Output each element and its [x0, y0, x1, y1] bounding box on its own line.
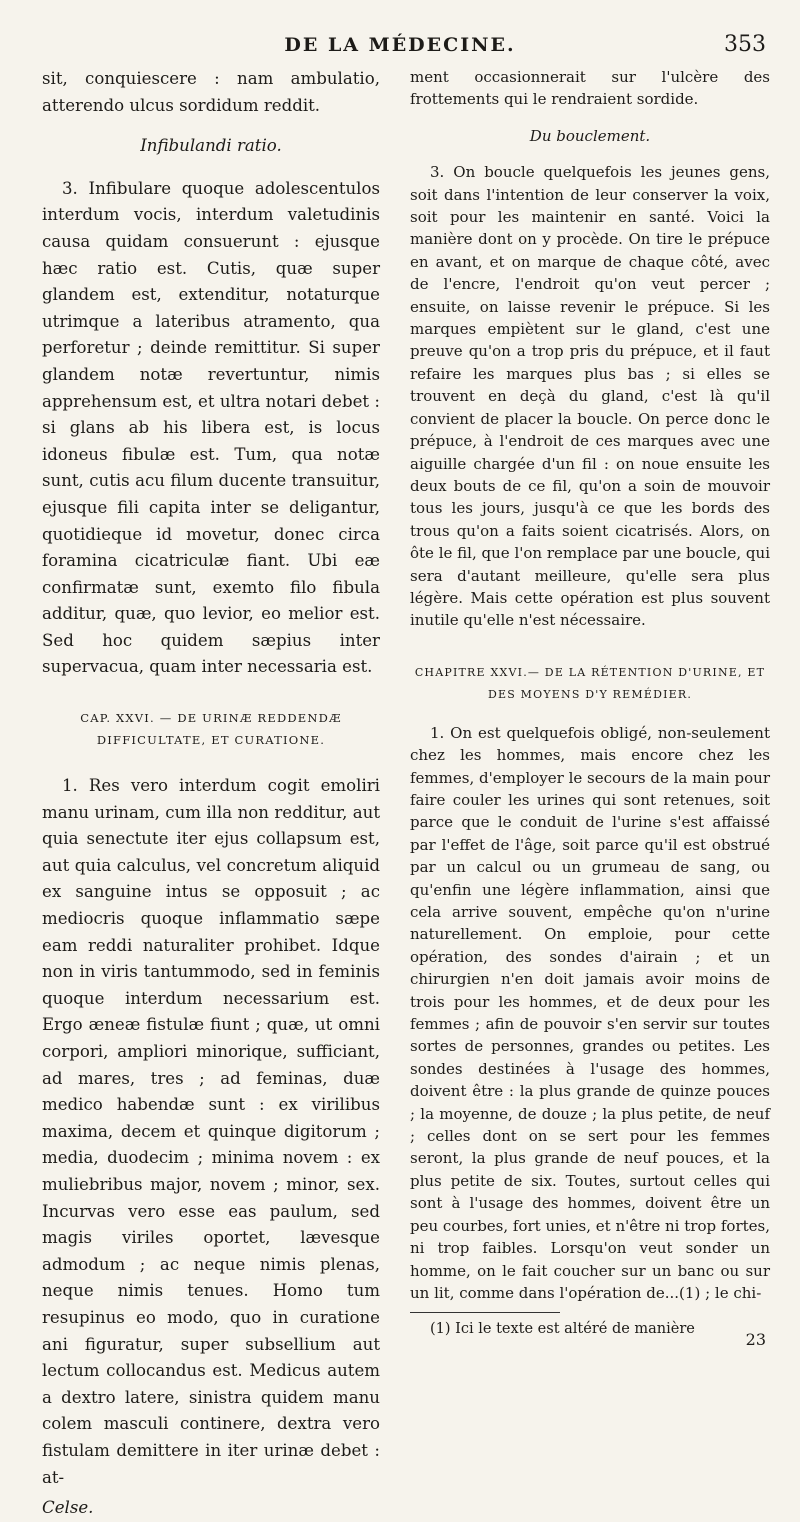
latin-column	[42, 66, 380, 1518]
latin-paragraph-1: 1. Res vero interdum cogit emoliri manu urinam, cum illa non redditur, aut quia senectute iter ejus collapsum est, aut quia calculus, vel concretum aliquid ex sanguine intus se opposuit ; ac mediocris quoque inflammatio sæpe eam reddi naturaliter prohibet. Idque non in viris tantummodo, sed in feminis quoque interdum necessarium est. Ergo æneæ fistulæ fiunt ; quæ, ut omni corpori, ampliori minorique, sufficiant, ad mares, tres ; ad feminas, duæ medico habendæ sunt : ex virilibus maxima, decem et quinque digitorum ; media, duodecim ; minima novem : ex muliebribus major, novem ; minor, sex. Incurvas vero esse eas paulum, sed magis viriles oportet, lævesque admodum ; ac neque nimis plenas, neque nimis tenues. Homo tum resupinus eo modo, quo in curatione ani figuratur, super subsellium aut lectum collocandus est. Medicus autem a dextro latere, sinistra quidem manu colem masculi continere, dextra vero fistulam demittere in iter urinæ debet : at-	[42, 776, 380, 1487]
footnote-divider	[410, 1312, 560, 1313]
french-section-heading: Du bouclement.	[529, 126, 651, 145]
french-chapter-heading: CHAPITRE XXVI.— DE LA RÉTENTION D'URINE, ET DES MOYENS D'Y REMÉDIER.	[414, 665, 766, 701]
latin-section-heading: Infibulandi ratio.	[140, 136, 282, 156]
footnote: (1) Ici le texte est altéré de manière	[430, 1321, 695, 1338]
french-paragraph-1: 1. On est quelquefois obligé, non-seulement chez les hommes, mais encore chez les femmes, d'employer le secours de la main pour faire couler les urines qui sont retenues, soit parce que le conduit de l'urine s'est affaissé par l'effet de l'âge, soit parce qu'il est obstrué par un calcul ou un grumeau de sang, ou qu'enfin une légère inflammation, ainsi que cela arrive souvent, empêche qu'on n'urine naturellement. On emploie, pour cette opération, des sondes d'airain ; et un chirurgien n'en doit jamais avoir moins de trois pour les hommes, et de deux pour les femmes ; afin de pouvoir s'en servir sur toutes sortes de personnes, grandes ou petites. Les sondes destinées à l'usage des hommes, doivent être : la plus grande de quinze pouces ; la moyenne, de douze ; la plus petite, de neuf ; celles dont on se sert pour les femmes seront, la plus grande de neuf pouces, et la plus petite de six. Toutes, surtout celles qui sont à l'usage des hommes, doivent être un peu courbes, fort unies, et n'être ni trop fortes, ni trop faibles. Lorsqu'on veut sonder un homme, on le fait coucher sur un banc ou sur un lit, comme dans l'opération de...(1) ; le chi-	[410, 723, 770, 1302]
signature-mark: 23	[745, 1330, 766, 1349]
french-intro: ment occasionnerait sur l'ulcère des frottements qui le rendraient sordide.	[410, 68, 770, 109]
latin-intro: sit, conquiescere : nam ambulatio, atterendo ulcus sordidum reddit.	[42, 69, 380, 115]
french-column	[410, 66, 770, 1355]
latin-signature: Celse.	[42, 1498, 94, 1518]
page-number: 353	[724, 32, 766, 57]
latin-chapter-heading: CAP. XXVI. — DE URINÆ REDDENDÆ DIFFICULTATE, ET CURATIONE.	[80, 711, 342, 748]
french-paragraph-3: 3. On boucle quelquefois les jeunes gens, soit dans l'intention de leur conserver la voix, soit pour les maintenir en santé. Voici la manière dont on y procède. On tire le prépuce en avant, et on marque de chaque côté, avec de l'encre, l'endroit qu'on veut percer ; ensuite, on laisse revenir le prépuce. Si les marques empiètent sur le gland, c'est une preuve qu'on a trop pris du prépuce, et il faut refaire les marques plus bas ; si elles se trouvent en deçà du gland, c'est là qu'il convient de placer la boucle. On perce donc le prépuce, à l'endroit de ces marques avec une aiguille chargée d'un fil : on noue ensuite les deux bouts de ce fil, qu'on a soin de mouvoir tous les jours, jusqu'à ce que les bords des trous qu'on a faits soient cicatrisés. Alors, on ôte le fil, que l'on remplace par une boucle, qui sera d'autant meilleure, qu'elle sera plus légère. Mais cette opération est plus souvent inutile qu'elle n'est nécessaire.	[410, 163, 770, 630]
running-head	[0, 34, 800, 64]
latin-paragraph-3: 3. Infibulare quoque adolescentulos interdum vocis, interdum valetudinis causa quidam consuerunt : ejusque hæc ratio est. Cutis, quæ super glandem est, extenditur, notaturque utrimque a lateribus atramento, qua perforetur ; deinde remittitur. Si super glandem notæ revertuntur, nimis apprehensum est, et ultra notari debet : si glans ab his libera est, is locus idoneus fibulæ est. Tum, qua notæ sunt, cutis acu filum ducente transuitur, ejusque fili capita inter se deligantur, quotidieque id movetur, donec circa foramina cicatriculæ fiant. Ubi eæ confirmatæ sunt, exemto filo fibula additur, quæ, quo levior, eo melior est. Sed hoc quidem sæpius inter supervacua, quam inter necessaria est.	[42, 178, 380, 677]
running-head-title: DE LA MÉDECINE.	[284, 34, 516, 56]
